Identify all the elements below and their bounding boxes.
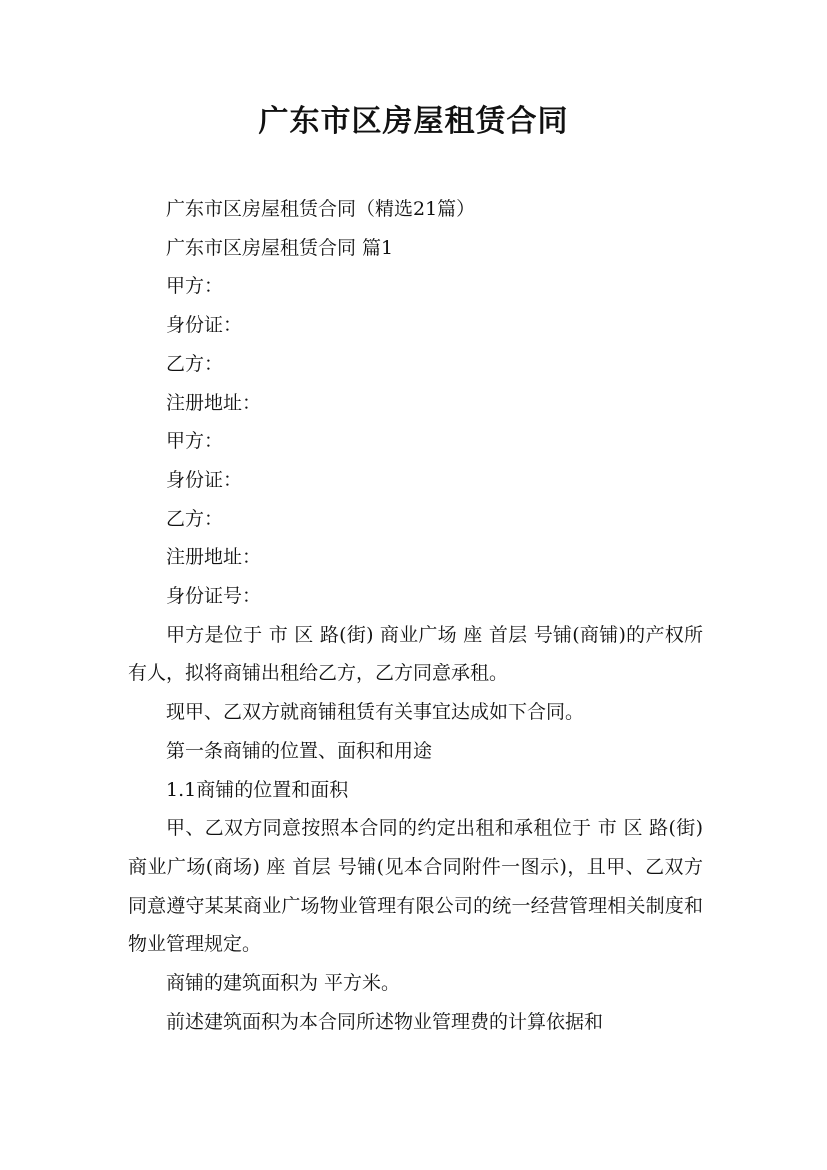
document-title: 广东市区房屋租赁合同 (258, 104, 569, 139)
id-card-label: 身份证： (166, 468, 243, 491)
clause-heading: 1.1商铺的位置和面积 (166, 778, 349, 801)
registered-address-label: 注册地址： (166, 546, 262, 569)
article-heading: 第一条商铺的位置、面积和用途 (166, 739, 433, 762)
party-a-label: 甲方： (166, 275, 224, 298)
id-card-label: 身份证： (166, 314, 243, 337)
body-paragraph: 现甲、乙双方就商铺租赁有关事宜达成如下合同。 (166, 701, 585, 724)
body-paragraph: 甲、乙双方同意按照本合同的约定出租和承租位于 市 区 路(街) 商业广场(商场) 座 首层 号铺(见本合同附件一图示)，且甲、乙双方同意遵守某某商业广场物业管理有限公司的统一经营管理相关制度和物业管理规定。 (128, 817, 703, 956)
subtitle-paragraph: 广东市区房屋租赁合同（精选21篇） (166, 198, 476, 220)
registered-address-label: 注册地址： (166, 391, 262, 414)
party-b-label: 乙方： (166, 352, 224, 375)
party-a-label: 甲方： (166, 430, 224, 453)
id-number-label: 身份证号： (166, 585, 262, 608)
party-b-label: 乙方： (166, 507, 224, 530)
section-heading: 广东市区房屋租赁合同 篇1 (166, 236, 394, 259)
document-body (128, 190, 703, 1041)
body-paragraph: 甲方是位于 市 区 路(街) 商业广场 座 首层 号铺(商铺)的产权所有人，拟将商铺出租给乙方，乙方同意承租。 (128, 623, 703, 685)
body-paragraph: 商铺的建筑面积为 平方米。 (166, 972, 401, 995)
body-paragraph: 前述建筑面积为本合同所述物业管理费的计算依据和 (166, 1010, 604, 1033)
